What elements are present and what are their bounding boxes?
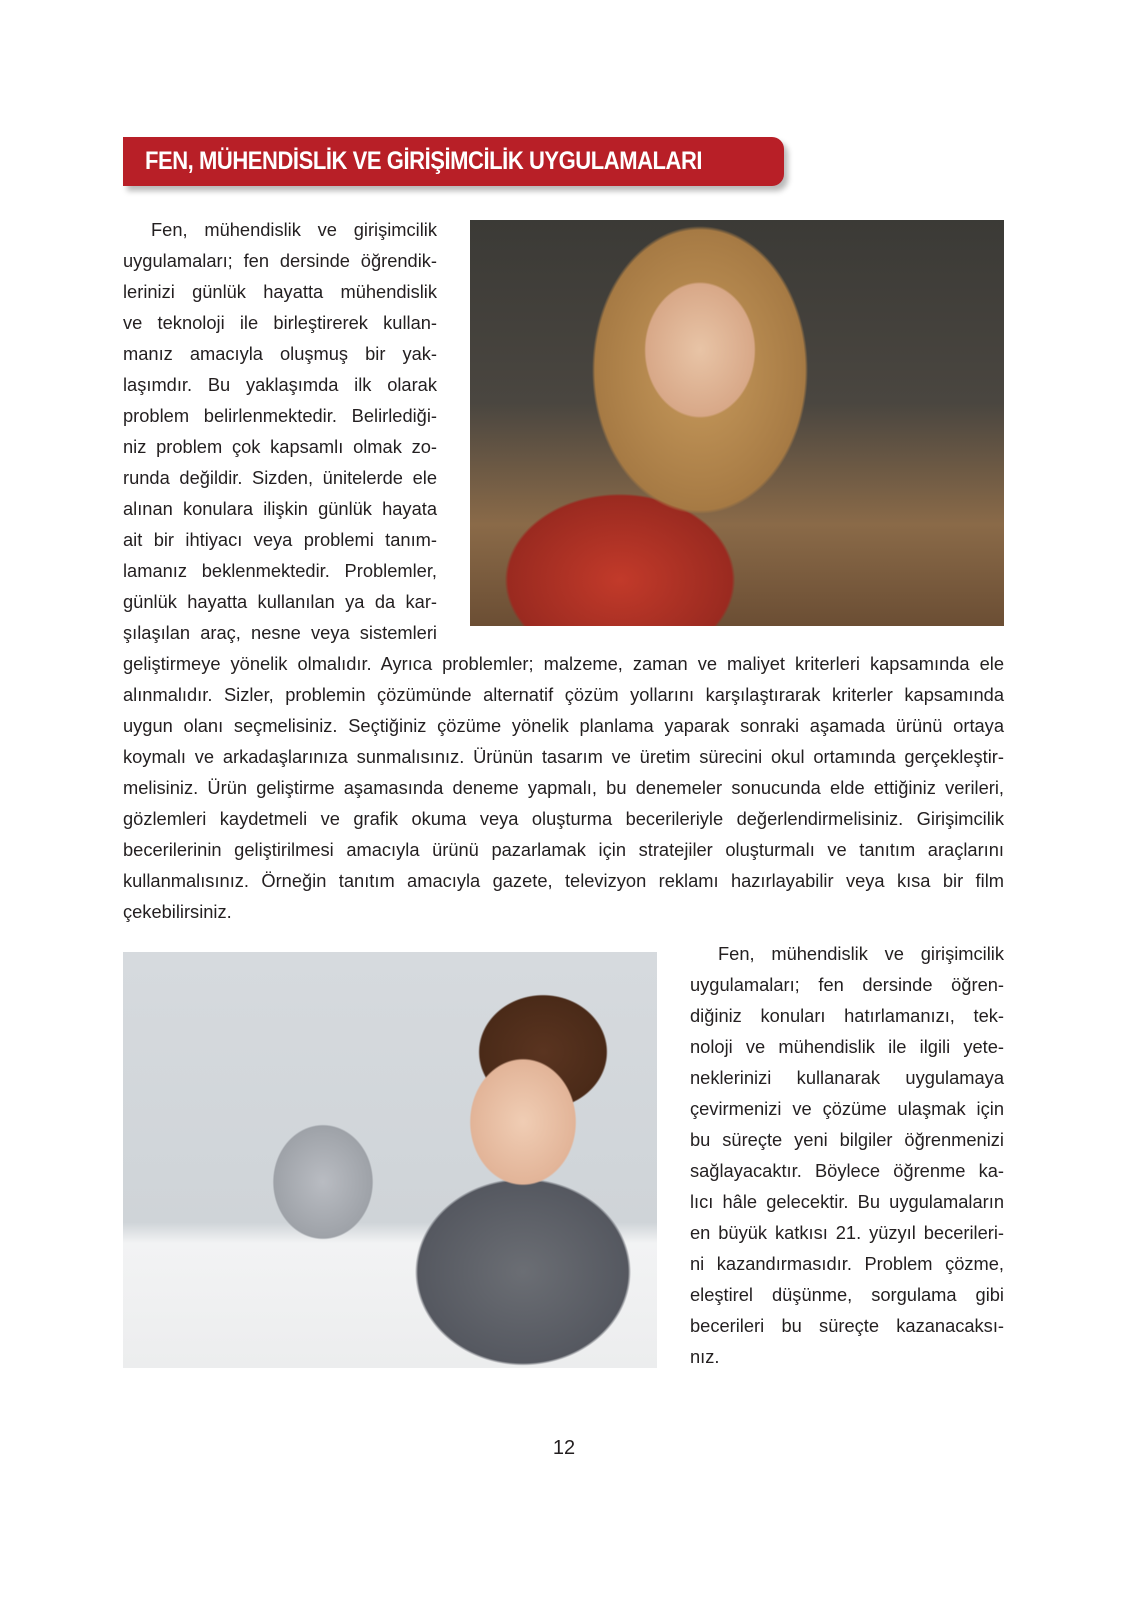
text-line: ait bir ihtiyacı veya problemi tanım- <box>123 529 437 550</box>
text-line: becerileri bu süreçte kazanacaksı- <box>690 1315 1004 1336</box>
text-line: noloji ve mühendislik ile ilgili yete- <box>690 1036 1004 1057</box>
text-line: neklerinizi kullanarak uygulamaya <box>690 1067 1004 1088</box>
text-line: günlük hayatta kullanılan ya da kar- <box>123 591 437 612</box>
page-number: 12 <box>552 1437 576 1459</box>
text-line: gözlemleri kaydetmeli ve grafik okuma veya oluşturma becerileriyle değerlendirmelisiniz. Girişimcilik <box>123 808 1004 829</box>
text-line: runda değildir. Sizden, ünitelerde ele <box>123 467 437 488</box>
text-line: problem belirlenmektedir. Belirlediği- <box>123 405 437 426</box>
text-line: lamanız beklenmektedir. Problemler, <box>123 560 437 581</box>
text-line: uygulamaları; fen dersinde öğrendik- <box>123 250 437 271</box>
text-line: lerinizi günlük hayatta mühendislik <box>123 281 437 302</box>
text-line: niz problem çok kapsamlı olmak zo- <box>123 436 437 457</box>
section-title-bar <box>123 137 784 186</box>
text-line: uygun olanı seçmelisiniz. Seçtiğiniz çözüme yönelik planlama yaparak sonraki aşamada ürünü ortaya <box>123 715 1004 736</box>
text-line: geliştirmeye yönelik olmalıdır. Ayrıca problemler; malzeme, zaman ve maliyet kriterleri kapsamında ele <box>123 653 1004 674</box>
text-line: alınmalıdır. Sizler, problemin çözümünde alternatif çözüm yollarını karşılaştırarak kriterler kapsamında <box>123 684 1004 705</box>
text-line: çekebilirsiniz. <box>123 901 232 922</box>
text-line: manız amacıyla oluşmuş bir yak- <box>123 343 437 364</box>
photo-boy-with-robot <box>123 952 657 1368</box>
text-line: ni kazandırmasıdır. Problem çözme, <box>690 1253 1004 1274</box>
second-paragraph <box>690 938 1004 1372</box>
text-line: bu süreçte yeni bilgiler öğrenmenizi <box>690 1129 1004 1150</box>
text-line: Fen, mühendislik ve girişimcilik <box>718 943 1004 964</box>
text-line: en büyük katkısı 21. yüzyıl becerileri- <box>690 1222 1004 1243</box>
text-line: diğiniz konuları hatırlamanızı, tek- <box>690 1005 1004 1026</box>
intro-paragraph-continued <box>123 648 1004 927</box>
text-line: nız. <box>690 1346 720 1367</box>
text-line: şılaşılan araç, nesne veya sistemleri <box>123 622 437 643</box>
text-line: ve teknoloji ile birleştirerek kullan- <box>123 312 437 333</box>
text-line: alınan konulara ilişkin günlük hayata <box>123 498 437 519</box>
text-line: koymalı ve arkadaşlarınıza sunmalısınız. Ürünün tasarım ve üretim sürecini okul ortamında gerçekleştir- <box>123 746 1004 767</box>
text-line: çevirmenizi ve çözüme ulaşmak için <box>690 1098 1004 1119</box>
text-line: lıcı hâle gelecektir. Bu uygulamaların <box>690 1191 1004 1212</box>
text-line: sağlayacaktır. Böylece öğrenme ka- <box>690 1160 1004 1181</box>
section-title: FEN, MÜHENDİSLİK VE GİRİŞİMCİLİK UYGULAMALARI <box>145 147 703 175</box>
text-line: uygulamaları; fen dersinde öğren- <box>690 974 1004 995</box>
text-line: melisiniz. Ürün geliştirme aşamasında deneme yapmalı, bu denemeler sonucunda elde ettiğiniz verileri, <box>123 777 1004 798</box>
text-line: eleştirel düşünme, sorgulama gibi <box>690 1284 1004 1305</box>
text-line: becerilerinin geliştirilmesi amacıyla ürünü pazarlamak için stratejiler oluşturmalı ve tanıtım araçlarını <box>123 839 1004 860</box>
intro-paragraph <box>123 214 437 648</box>
text-line: Fen, mühendislik ve girişimcilik <box>151 219 437 240</box>
photo-girl-soldering-robot <box>470 220 1004 626</box>
text-line: kullanmalısınız. Örneğin tanıtım amacıyla gazete, televizyon reklamı hazırlayabilir veya kısa bir film <box>123 870 1004 891</box>
text-line: laşımdır. Bu yaklaşımda ilk olarak <box>123 374 437 395</box>
